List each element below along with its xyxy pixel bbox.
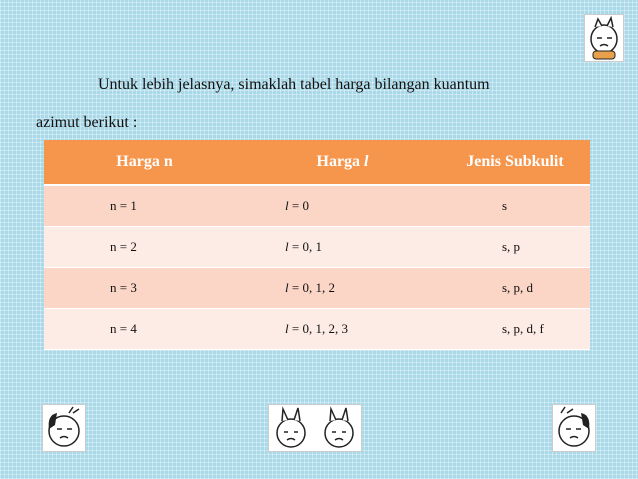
header-harga-l-prefix: Harga bbox=[316, 153, 365, 170]
cell-l bbox=[245, 268, 440, 309]
cell-l-vals: = 0, 1, 2 bbox=[288, 280, 335, 295]
cell-l-vals: = 0, 1, 2, 3 bbox=[288, 321, 348, 336]
header-jenis-subkulit: Jenis Subkulit bbox=[440, 140, 590, 185]
cell-n: n = 2 bbox=[44, 227, 245, 268]
cell-l-var: l bbox=[285, 198, 289, 213]
table-row bbox=[44, 227, 590, 268]
cell-subkulit: s, p, d, f bbox=[440, 309, 590, 350]
cell-l-vals: = 0 bbox=[288, 198, 309, 213]
cell-subkulit: s, p bbox=[440, 227, 590, 268]
intro-line-2: azimut berikut : bbox=[36, 114, 138, 131]
cell-l-vals: = 0, 1 bbox=[288, 239, 322, 254]
cell-l bbox=[245, 185, 440, 227]
cell-l bbox=[245, 227, 440, 268]
cell-n: n = 1 bbox=[44, 185, 245, 227]
table-row bbox=[44, 309, 590, 350]
cartoon-character-icon bbox=[552, 404, 596, 452]
table-row bbox=[44, 268, 590, 309]
cell-subkulit: s bbox=[440, 185, 590, 227]
cell-l-var: l bbox=[285, 280, 289, 295]
cell-l bbox=[245, 309, 440, 350]
cartoon-character-icon bbox=[584, 14, 624, 62]
table-header-row bbox=[44, 140, 590, 185]
header-harga-l-var: l bbox=[364, 153, 369, 170]
header-harga-l bbox=[245, 140, 440, 185]
cartoon-character-icon bbox=[42, 404, 86, 452]
cell-l-var: l bbox=[285, 239, 289, 254]
cell-l-var: l bbox=[285, 321, 289, 336]
quantum-number-table bbox=[44, 140, 590, 350]
cell-n: n = 3 bbox=[44, 268, 245, 309]
header-harga-n: Harga n bbox=[44, 140, 245, 185]
intro-paragraph bbox=[36, 66, 606, 142]
table-row bbox=[44, 185, 590, 227]
cartoon-character-pair-icon bbox=[268, 404, 362, 452]
cell-subkulit: s, p, d bbox=[440, 268, 590, 309]
intro-line-1: Untuk lebih jelasnya, simaklah tabel harga bilangan kuantum bbox=[98, 76, 490, 93]
cell-n: n = 4 bbox=[44, 309, 245, 350]
